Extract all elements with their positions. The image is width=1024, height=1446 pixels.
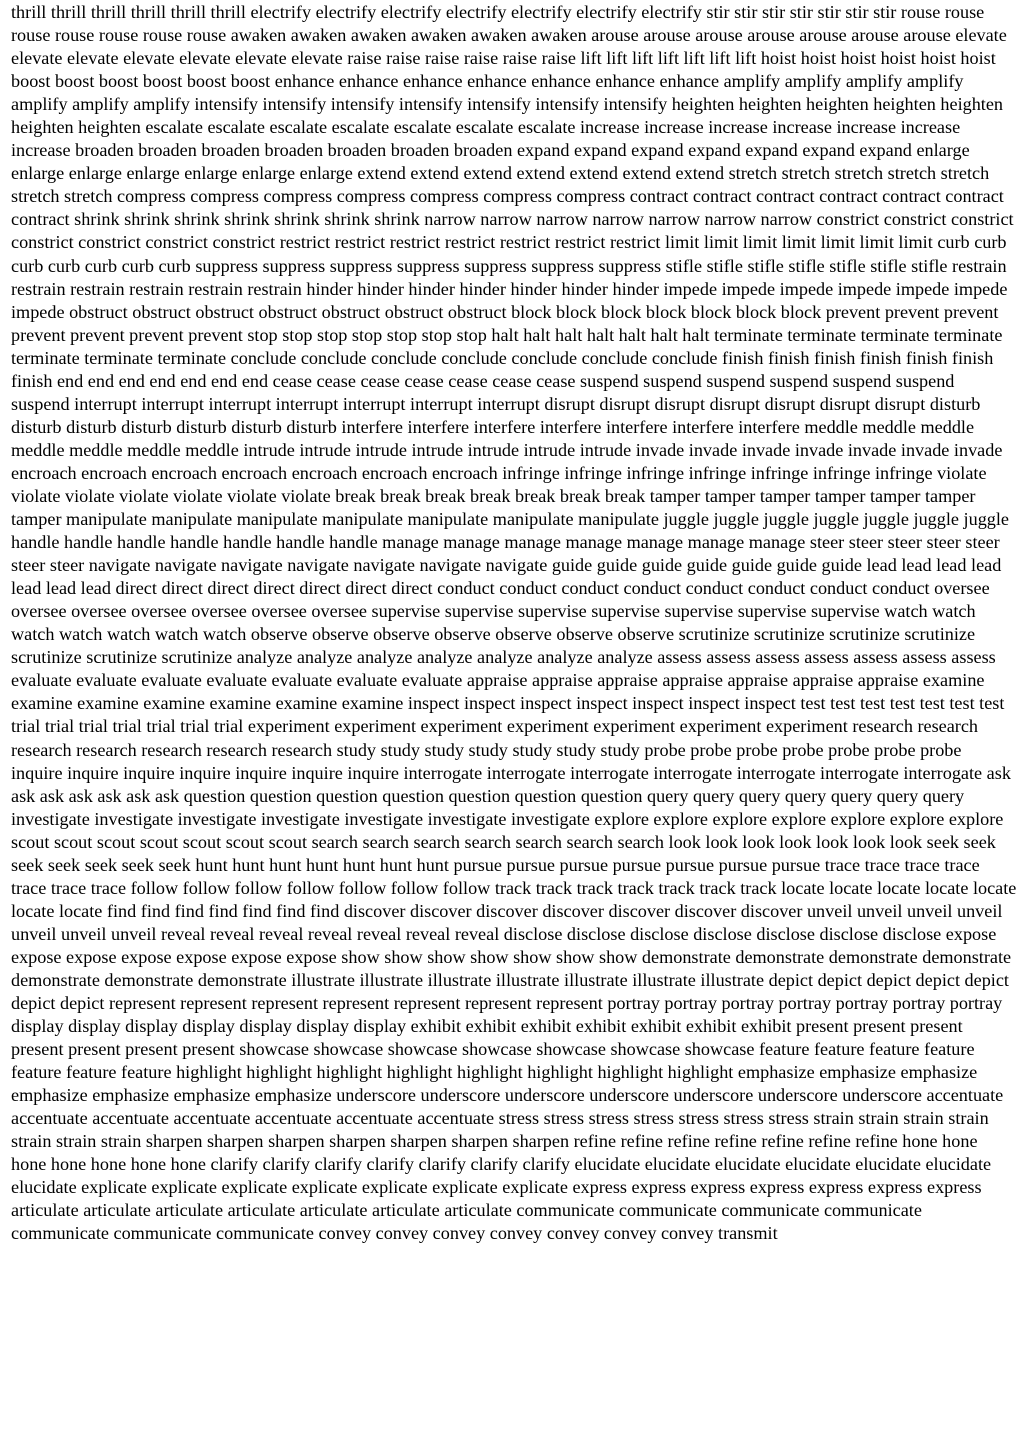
document-body-text: thrill thrill thrill thrill thrill thrill electrify electrify electrify electrify electrify electrify electrify stir stir stir stir stir stir stir rouse rouse rouse rouse rouse rouse rouse awaken awaken awaken awaken awaken awaken arouse arouse arouse arouse arouse arouse arouse elevate elevate elevate elevate elevate elevate elevate raise raise raise raise raise raise lift lift lift lift lift lift lift hoist hoist hoist hoist hoist hoist boost boost boost boost boost boost enhance enhance enhance enhance enhance enhance enhance amplify amplify amplify amplify amplify amplify amplify intensify intensify intensify intensify intensify intensify intensify heighten heighten heighten heighten heighten heighten heighten escalate escalate escalate escalate escalate escalate escalate increase increase increase increase increase increase increase broaden broaden broaden broaden broaden broaden broaden expand expand expand expand expand expand expand enlarge enlarge enlarge enlarge enlarge enlarge enlarge extend extend extend extend extend extend extend stretch stretch stretch stretch stretch stretch stretch compress compress compress compress compress compress compress contract contract contract contract contract contract contract shrink shrink shrink shrink shrink shrink shrink narrow narrow narrow narrow narrow narrow narrow constrict constrict constrict constrict constrict constrict constrict restrict restrict restrict restrict restrict restrict restrict limit limit limit limit limit limit limit curb curb curb curb curb curb curb suppress suppress suppress suppress suppress suppress suppress stifle stifle stifle stifle stifle stifle stifle restrain restrain restrain restrain restrain restrain hinder hinder hinder hinder hinder hinder hinder impede impede impede impede impede impede impede obstruct obstruct obstruct obstruct obstruct obstruct obstruct block block block block block block block prevent prevent prevent prevent prevent prevent prevent stop stop stop stop stop stop stop halt halt halt halt halt halt halt terminate terminate terminate terminate terminate terminate terminate conclude conclude conclude conclude conclude conclude conclude finish finish finish finish finish finish finish end end end end end end end cease cease cease cease cease cease cease suspend suspend suspend suspend suspend suspend suspend interrupt interrupt interrupt interrupt interrupt interrupt interrupt disrupt disrupt disrupt disrupt disrupt disrupt disrupt disturb disturb disturb disturb disturb disturb disturb interfere interfere interfere interfere interfere interfere interfere meddle meddle meddle meddle meddle meddle meddle intrude intrude intrude intrude intrude intrude intrude invade invade invade invade invade invade invade encroach encroach encroach encroach encroach encroach encroach infringe infringe infringe infringe infringe infringe infringe violate violate violate violate violate violate violate break break break break break break break tamper tamper tamper tamper tamper tamper tamper manipulate manipulate manipulate manipulate manipulate manipulate manipulate juggle juggle juggle juggle juggle juggle juggle handle handle handle handle handle handle handle manage manage manage manage manage manage manage steer steer steer steer steer steer steer navigate navigate navigate navigate navigate navigate navigate guide guide guide guide guide guide guide lead lead lead lead lead lead lead direct direct direct direct direct direct direct conduct conduct conduct conduct conduct conduct conduct conduct oversee oversee oversee oversee oversee oversee oversee supervise supervise supervise supervise supervise supervise supervise watch watch watch watch watch watch watch observe observe observe observe observe observe observe scrutinize scrutinize scrutinize scrutinize scrutinize scrutinize scrutinize analyze analyze analyze analyze analyze analyze analyze assess assess assess assess assess assess assess evaluate evaluate evaluate evaluate evaluate evaluate evaluate appraise appraise appraise appraise appraise appraise appraise examine examine examine examine examine examine examine inspect inspect inspect inspect inspect inspect inspect test test test test test test test trial trial trial trial trial trial trial experiment experiment experiment experiment experiment experiment experiment research research research research research research research study study study study study study study probe probe probe probe probe probe probe inquire inquire inquire inquire inquire inquire inquire interrogate interrogate interrogate interrogate interrogate interrogate interrogate ask ask ask ask ask ask ask question question question question question question question query query query query query query query investigate investigate investigate investigate investigate investigate investigate explore explore explore explore explore explore explore scout scout scout scout scout scout scout search search search search search search search look look look look look look look seek seek seek seek seek seek seek hunt hunt hunt hunt hunt hunt hunt pursue pursue pursue pursue pursue pursue pursue trace trace trace trace trace trace trace follow follow follow follow follow follow follow track track track track track track track locate locate locate locate locate locate locate find find find find find find find discover discover discover discover discover discover discover unveil unveil unveil unveil unveil unveil unveil reveal reveal reveal reveal reveal reveal reveal disclose disclose disclose disclose disclose disclose disclose expose expose expose expose expose expose expose show show show show show show show demonstrate demonstrate demonstrate demonstrate demonstrate demonstrate demonstrate illustrate illustrate illustrate illustrate illustrate illustrate illustrate depict depict depict depict depict depict depict represent represent represent represent represent represent represent portray portray portray portray portray portray portray display display display display display display display exhibit exhibit exhibit exhibit exhibit exhibit exhibit present present present present present present present showcase showcase showcase showcase showcase showcase showcase feature feature feature feature feature feature feature highlight highlight highlight highlight highlight highlight highlight highlight emphasize emphasize emphasize emphasize emphasize emphasize emphasize underscore underscore underscore underscore underscore underscore underscore accentuate accentuate accentuate accentuate accentuate accentuate accentuate stress stress stress stress stress stress stress strain strain strain strain strain strain strain sharpen sharpen sharpen sharpen sharpen sharpen sharpen refine refine refine refine refine refine refine hone hone hone hone hone hone hone clarify clarify clarify clarify clarify clarify clarify elucidate elucidate elucidate elucidate elucidate elucidate elucidate explicate explicate explicate explicate explicate explicate explicate express express express express express express express articulate articulate articulate articulate articulate articulate articulate communicate communicate communicate communicate communicate communicate communicate convey convey convey convey convey convey convey transmit — [11, 2, 1017, 1244]
document-page — [11, 1, 1017, 1445]
